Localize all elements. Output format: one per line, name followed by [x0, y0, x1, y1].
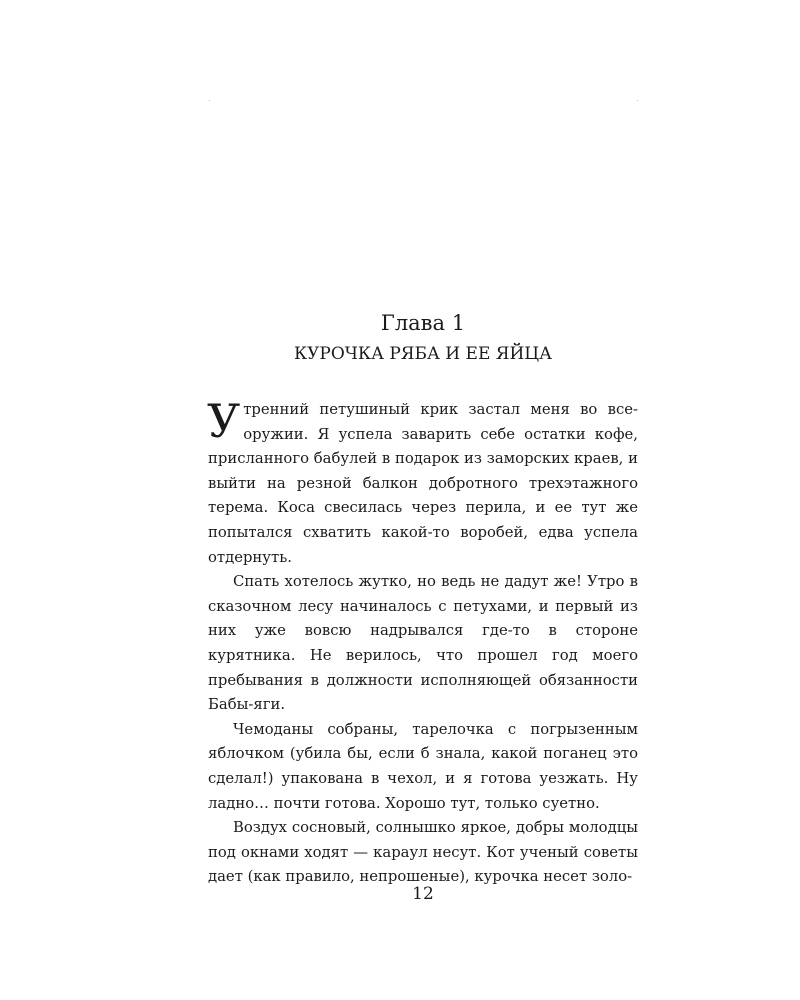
paragraph-2: Спать хотелось жутко, но ведь не дадут же! Утро в сказочном лесу начиналось с петухами, и первый из них уже вовсю надрывался где-то в стороне курятника. Не верилось, что прошел год моего пребывания в должности исполняющей обязанности Бабы-яги. [208, 573, 638, 714]
crop-mark-left [209, 100, 210, 101]
paragraph-1-text: тренний петушиный крик застал меня во все-оружии. Я успела заварить себе остатки кофе, присланного бабулей в подарок из заморских краев, и выйти на резной балкон добротного трехэтажного терема. Коса свесилась через перила, и ее тут же попытался схватить какой-то воробей, едва успела отдернуть. [208, 401, 638, 566]
paragraph-3: Чемоданы собраны, тарелочка с погрызенным яблочком (убила бы, если б знала, какой поганец это сделал!) упакована в чехол, и я готова уезжать. Ну ладно… почти готова. Хорошо тут, только суетно. [208, 720, 638, 812]
paragraph-4: Воздух сосновый, солнышко яркое, добры молодцы под окнами ходят — караул несут. Кот ученый советы дает (как правило, непрошеные), курочка несет золо- [208, 819, 638, 886]
paragraph-1 [207, 394, 638, 570]
chapter-text [207, 394, 638, 890]
drop-cap: У [207, 394, 241, 448]
page-number: 12 [412, 884, 434, 904]
chapter-number: Глава 1 [380, 311, 466, 335]
chapter-title: КУРОЧКА РЯБА И ЕЕ ЯЙЦА [293, 344, 553, 364]
crop-mark-right [637, 100, 638, 101]
